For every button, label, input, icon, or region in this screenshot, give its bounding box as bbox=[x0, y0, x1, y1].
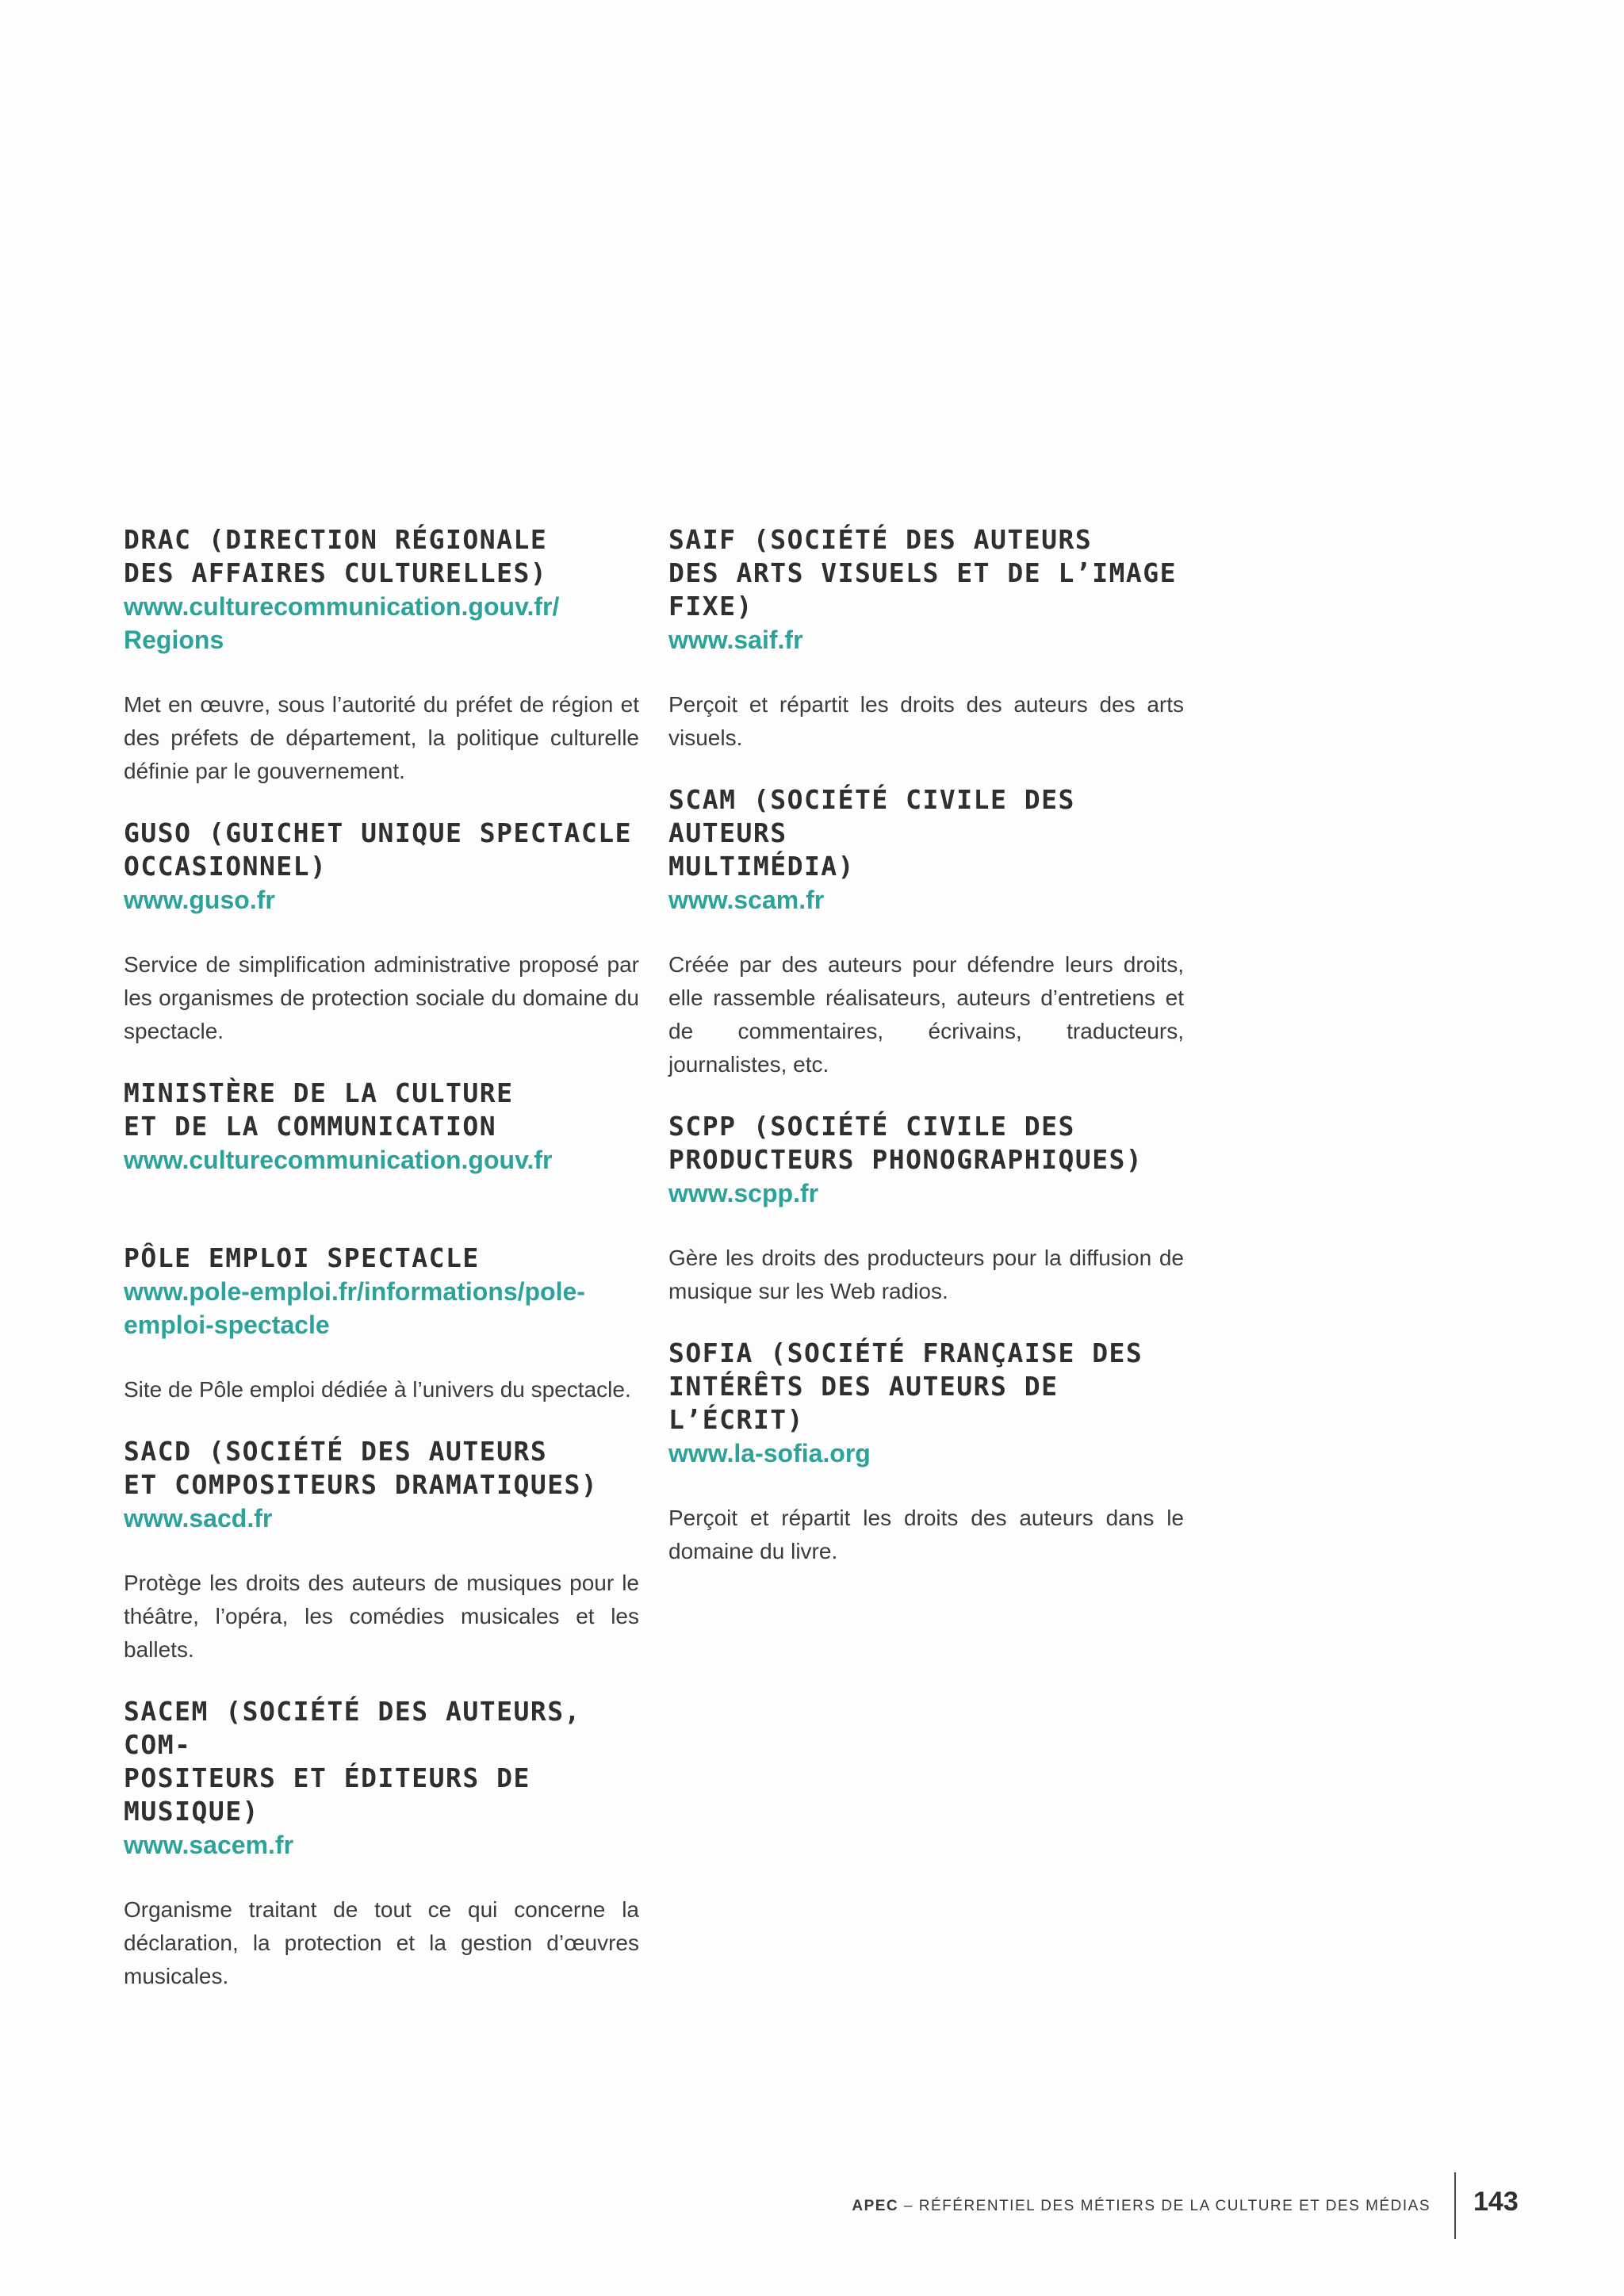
entry-link[interactable]: www.scpp.fr bbox=[668, 1179, 819, 1207]
entry-description: Protège les droits des auteurs de musiques pour le théâtre, l’opéra, les comédies musicales et les ballets. bbox=[124, 1571, 639, 1662]
entry-scam bbox=[668, 783, 1184, 1081]
entry-sofia bbox=[668, 1337, 1184, 1568]
entry-description: Perçoit et répartit les droits des auteurs des arts visuels. bbox=[668, 692, 1184, 750]
entry-link[interactable]: www.pole-emploi.fr/informations/pole- emploi-spectacle bbox=[124, 1277, 585, 1339]
entry-title: SOFIA (SOCIÉTÉ FRANÇAISE DES INTÉRÊTS DES AUTEURS DE L’ÉCRIT) bbox=[668, 1337, 1143, 1435]
left-column bbox=[124, 523, 639, 1993]
entry-description: Service de simplification administrative proposé par les organismes de protection sociale du domaine du spectacle. bbox=[124, 952, 639, 1043]
entry-title: PÔLE EMPLOI SPECTACLE bbox=[124, 1242, 480, 1273]
footer-running-title bbox=[852, 2198, 1431, 2215]
entry-link[interactable]: www.sacd.fr bbox=[124, 1504, 273, 1533]
entry-description: Perçoit et répartit les droits des auteurs dans le domaine du livre. bbox=[668, 1506, 1184, 1563]
footer-separator: – bbox=[898, 2198, 919, 2214]
entry-link[interactable]: www.culturecommunication.gouv.fr/ Regions bbox=[124, 592, 560, 654]
entry-title: GUSO (GUICHET UNIQUE SPECTACLE OCCASIONNEL) bbox=[124, 817, 633, 882]
entry-title: SACD (SOCIÉTÉ DES AUTEURS ET COMPOSITEURS DRAMATIQUES) bbox=[124, 1436, 599, 1500]
page-footer bbox=[0, 2172, 1624, 2244]
entry-saif bbox=[668, 523, 1184, 755]
entry-description: Créée par des auteurs pour défendre leurs droits, elle rassemble réalisateurs, auteurs d’entretiens et de commentaires, écrivains, traducteurs, journalistes, etc. bbox=[668, 952, 1184, 1077]
entry-link[interactable]: www.guso.fr bbox=[124, 886, 275, 914]
entry-title: MINISTÈRE DE LA CULTURE ET DE LA COMMUNICATION bbox=[124, 1077, 514, 1142]
entry-link[interactable]: www.scam.fr bbox=[668, 886, 825, 914]
entry-link[interactable]: www.sacem.fr bbox=[124, 1831, 294, 1859]
entry-link[interactable]: www.la-sofia.org bbox=[668, 1439, 871, 1468]
entry-link[interactable]: www.culturecommunication.gouv.fr bbox=[124, 1146, 553, 1174]
entry-scpp bbox=[668, 1110, 1184, 1308]
entry-sacem bbox=[124, 1695, 639, 1993]
entry-sacd bbox=[124, 1435, 639, 1667]
entry-description: Gère les droits des producteurs pour la diffusion de musique sur les Web radios. bbox=[668, 1246, 1184, 1303]
right-column bbox=[668, 523, 1184, 1568]
entry-link[interactable]: www.saif.fr bbox=[668, 626, 803, 654]
entry-pole-emploi bbox=[124, 1242, 639, 1406]
footer-title: RÉFÉRENTIEL DES MÉTIERS DE LA CULTURE ET DES MÉDIAS bbox=[918, 2198, 1431, 2214]
entry-title: SCPP (SOCIÉTÉ CIVILE DES PRODUCTEURS PHONOGRAPHIQUES) bbox=[668, 1111, 1143, 1175]
entry-description: Met en œuvre, sous l’autorité du préfet de région et des préfets de département, la politique culturelle définie par le gouvernement. bbox=[124, 692, 639, 783]
entry-description: Site de Pôle emploi dédiée à l’univers du spectacle. bbox=[124, 1377, 631, 1402]
entry-title: SCAM (SOCIÉTÉ CIVILE DES AUTEURS MULTIMÉDIA) bbox=[668, 784, 1075, 882]
entry-ministere bbox=[124, 1077, 639, 1177]
entry-guso bbox=[124, 817, 639, 1048]
entry-title: SACEM (SOCIÉTÉ DES AUTEURS, COM- POSITEURS ET ÉDITEURS DE MUSIQUE) bbox=[124, 1696, 581, 1827]
entry-drac bbox=[124, 523, 639, 788]
entry-title: DRAC (DIRECTION RÉGIONALE DES AFFAIRES CULTURELLES) bbox=[124, 524, 548, 588]
page-number: 143 bbox=[1473, 2187, 1519, 2217]
entry-description: Organisme traitant de tout ce qui concerne la déclaration, la protection et la gestion d’œuvres musicales. bbox=[124, 1897, 639, 1988]
footer-divider bbox=[1454, 2172, 1456, 2239]
entry-title: SAIF (SOCIÉTÉ DES AUTEURS DES ARTS VISUELS ET DE L’IMAGE FIXE) bbox=[668, 524, 1178, 622]
footer-brand: APEC bbox=[852, 2198, 899, 2214]
